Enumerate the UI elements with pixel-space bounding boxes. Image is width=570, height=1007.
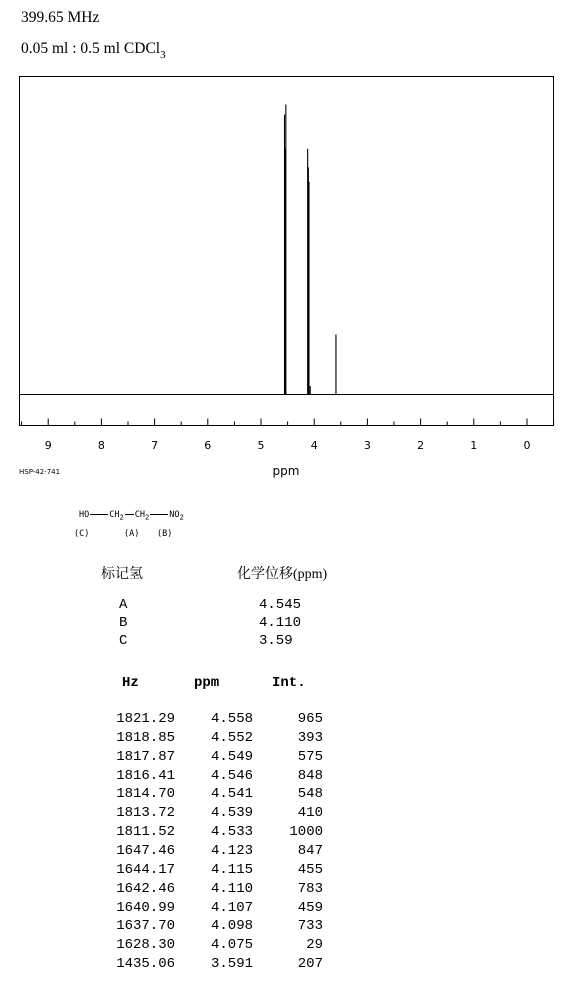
peak-ppm: 4.098 <box>210 918 253 935</box>
assign-shift: 4.110 <box>259 615 302 631</box>
peak-row <box>0 768 570 784</box>
peak-hz: 1811.52 <box>116 824 175 841</box>
assign-shift: 3.59 <box>259 633 293 649</box>
assign-shift: 4.545 <box>259 597 302 613</box>
sample-text: 0.05 ml : 0.5 ml CDCl <box>21 40 161 57</box>
assign-label: A <box>119 597 128 613</box>
peak-row <box>0 843 570 859</box>
mol-label-c: (C) <box>74 529 90 539</box>
assignment-row <box>0 615 570 631</box>
x-tick-label: 3 <box>363 439 371 452</box>
peak-intensity: 207 <box>297 956 323 973</box>
mol-sub-a: 2 <box>119 512 124 522</box>
mol-sub-b: 2 <box>145 512 150 522</box>
mol-bond <box>90 514 108 515</box>
peak-hz: 1813.72 <box>116 805 175 822</box>
peak-ppm: 4.539 <box>210 805 253 822</box>
peak-hz: 1644.17 <box>116 861 175 878</box>
molecule-structure <box>79 510 184 522</box>
mol-ch2-a: CH <box>109 510 120 520</box>
peak-ppm: 4.075 <box>210 937 253 954</box>
peak-row <box>0 862 570 878</box>
x-axis-ticks <box>22 419 554 426</box>
peak-hz: 1821.29 <box>116 711 175 727</box>
x-tick-label: 6 <box>204 439 212 452</box>
mol-label-b: (B) <box>157 529 173 539</box>
spectrum-code: HSP-42-741 <box>19 468 61 476</box>
peak-intensity: 455 <box>297 861 323 878</box>
peak-col-hz: Hz <box>122 675 139 691</box>
peak-intensity: 459 <box>297 899 323 916</box>
peak-ppm: 4.549 <box>210 748 253 765</box>
x-tick-label: 7 <box>151 439 159 452</box>
peak-intensity: 548 <box>297 786 323 803</box>
peak-hz: 1640.99 <box>116 899 175 916</box>
peak-row <box>0 881 570 897</box>
peak-ppm: 4.107 <box>210 899 253 916</box>
mol-ch2-b: CH <box>134 510 146 520</box>
peak-intensity: 783 <box>297 880 323 897</box>
mol-bond <box>150 514 168 515</box>
peak-hz: 1435.06 <box>116 956 175 973</box>
peak-ppm: 4.123 <box>210 842 253 859</box>
peak-intensity: 1000 <box>289 824 323 841</box>
x-tick-label: 8 <box>97 439 105 452</box>
assign-label: C <box>119 633 128 649</box>
peak-ppm: 3.591 <box>210 956 253 973</box>
peak-hz: 1818.85 <box>116 729 175 746</box>
peak-intensity: 965 <box>297 711 323 727</box>
peak-hz: 1642.46 <box>116 880 175 897</box>
peak-row <box>0 730 570 746</box>
peak-row <box>0 824 570 840</box>
peak-row <box>0 900 570 916</box>
peak-intensity: 847 <box>297 842 323 859</box>
peak-row <box>0 786 570 802</box>
peak-row <box>0 749 570 765</box>
x-tick-label: 5 <box>257 439 265 452</box>
peak-ppm: 4.541 <box>210 786 253 803</box>
peak-intensity: 410 <box>297 805 323 822</box>
peak-col-ppm: ppm <box>194 675 220 691</box>
x-axis-label: ppm <box>272 464 300 478</box>
peak-ppm: 4.533 <box>210 824 253 841</box>
assignment-row <box>0 597 570 613</box>
peak-intensity: 29 <box>306 937 323 954</box>
x-tick-label: 1 <box>470 439 478 452</box>
peak-hz: 1628.30 <box>116 937 175 954</box>
peak-ppm: 4.558 <box>210 711 253 727</box>
mol-sub-no2: 2 <box>179 512 184 522</box>
x-tick-label: 9 <box>44 439 52 452</box>
peak-hz: 1817.87 <box>116 748 175 765</box>
peak-ppm: 4.552 <box>210 729 253 746</box>
mol-no2: NO <box>169 510 180 520</box>
plot-frame <box>20 77 554 426</box>
x-tick-label: 0 <box>523 439 531 452</box>
peak-col-int: Int. <box>272 675 306 691</box>
peak-row <box>0 805 570 821</box>
sample-subscript: 3 <box>160 49 166 61</box>
mol-label-a: (A) <box>124 529 140 539</box>
spectrum-peaks <box>285 105 336 395</box>
assign-col-shift: 化学位移(ppm) <box>237 567 328 582</box>
peak-row <box>0 918 570 934</box>
peak-intensity: 393 <box>297 729 323 746</box>
assignment-row <box>0 633 570 649</box>
mol-bond <box>125 514 134 515</box>
peak-intensity: 733 <box>297 918 323 935</box>
assign-label: B <box>119 615 128 631</box>
spectrometer-frequency: 399.65 MHz <box>21 9 100 26</box>
peak-intensity: 848 <box>297 767 323 784</box>
mol-ho: HO <box>79 510 90 520</box>
peak-ppm: 4.115 <box>210 861 253 878</box>
peak-hz: 1816.41 <box>116 767 175 784</box>
peak-hz: 1647.46 <box>116 842 175 859</box>
peak-row <box>0 937 570 953</box>
x-tick-label: 2 <box>417 439 425 452</box>
peak-hz: 1814.70 <box>116 786 175 803</box>
peak-ppm: 4.110 <box>210 880 253 897</box>
peak-ppm: 4.546 <box>210 767 253 784</box>
peak-intensity: 575 <box>297 748 323 765</box>
x-tick-label: 4 <box>310 439 318 452</box>
peak-hz: 1637.70 <box>116 918 175 935</box>
assign-col-label: 标记氢 <box>101 567 143 582</box>
peak-row <box>0 711 570 727</box>
x-axis-tick-labels <box>45 439 531 452</box>
peak-row <box>0 956 570 972</box>
